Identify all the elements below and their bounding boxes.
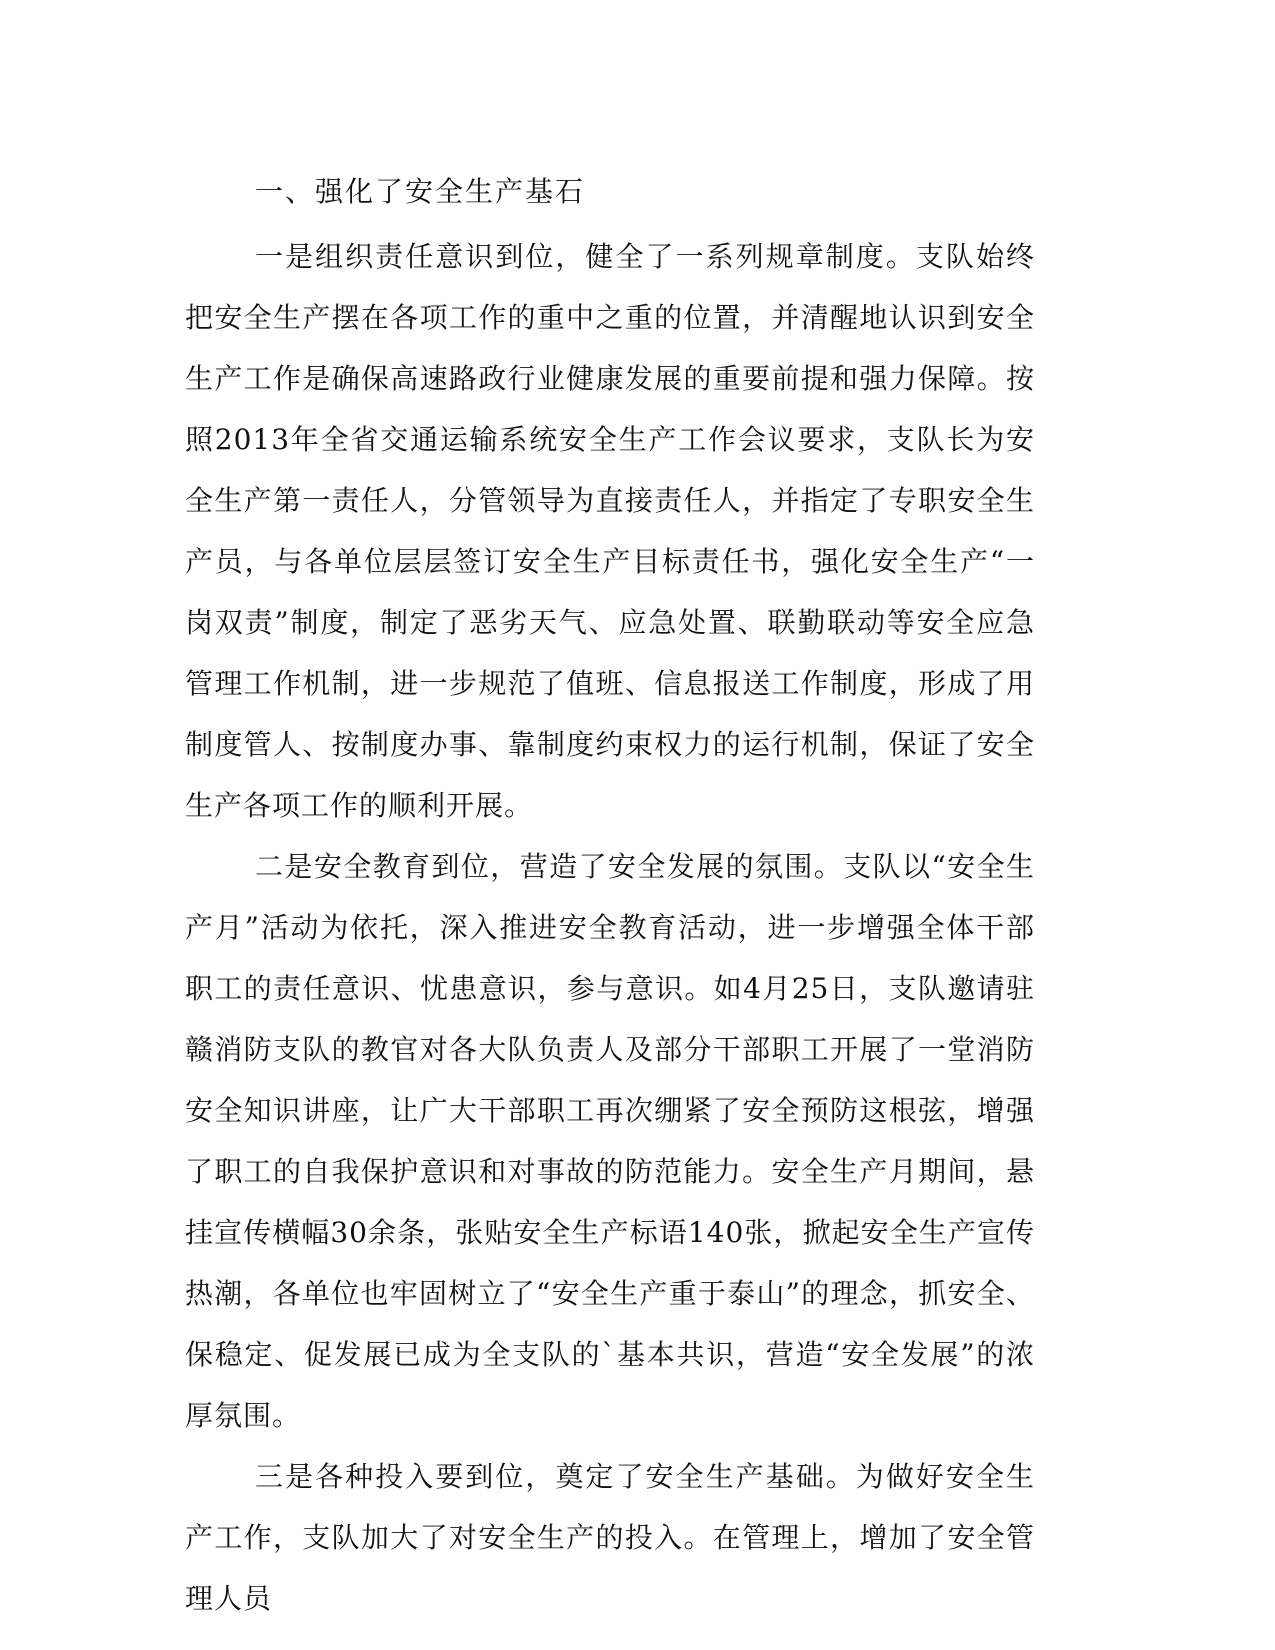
section-heading: 一、强化了安全生产基石 <box>255 175 586 208</box>
document-body <box>185 162 1035 1629</box>
paragraph-investment: 三是各种投入要到位，奠定了安全生产基础。为做好安全生产工作，支队加大了对安全生产的投入。在管理上，增加了安全管理人员 <box>185 1460 1035 1615</box>
paragraph-responsibility: 一是组织责任意识到位，健全了一系列规章制度。支队始终把安全生产摆在各项工作的重中之重的位置，并清醒地认识到安全生产工作是确保高速路政行业健康发展的重要前提和强力保障。按照2013年全省交通运输系统安全生产工作会议要求，支队长为安全生产第一责任人，分管领导为直接责任人，并指定了专职安全生产员，与各单位层层签订安全生产目标责任书，强化安全生产“一岗双责”制度，制定了恶劣天气、应急处置、联勤联动等安全应急管理工作机制，进一步规范了值班、信息报送工作制度，形成了用制度管人、按制度办事、靠制度约束权力的运行机制，保证了安全生产各项工作的顺利开展。 <box>185 240 1035 822</box>
paragraph-education: 二是安全教育到位，营造了安全发展的氛围。支队以“安全生产月”活动为依托，深入推进安全教育活动，进一步增强全体干部职工的责任意识、忧患意识，参与意识。如4月25日，支队邀请驻赣消防支队的教官对各大队负责人及部分干部职工开展了一堂消防安全知识讲座，让广大干部职工再次绷紧了安全预防这根弦，增强了职工的自我保护意识和对事故的防范能力。安全生产月期间，悬挂宣传横幅30余条，张贴安全生产标语140张，掀起安全生产宣传热潮，各单位也牢固树立了“安全生产重于泰山”的理念，抓安全、保稳定、促发展已成为全支队的`基本共识，营造“安全发展”的浓厚氛围。 <box>185 850 1035 1432</box>
